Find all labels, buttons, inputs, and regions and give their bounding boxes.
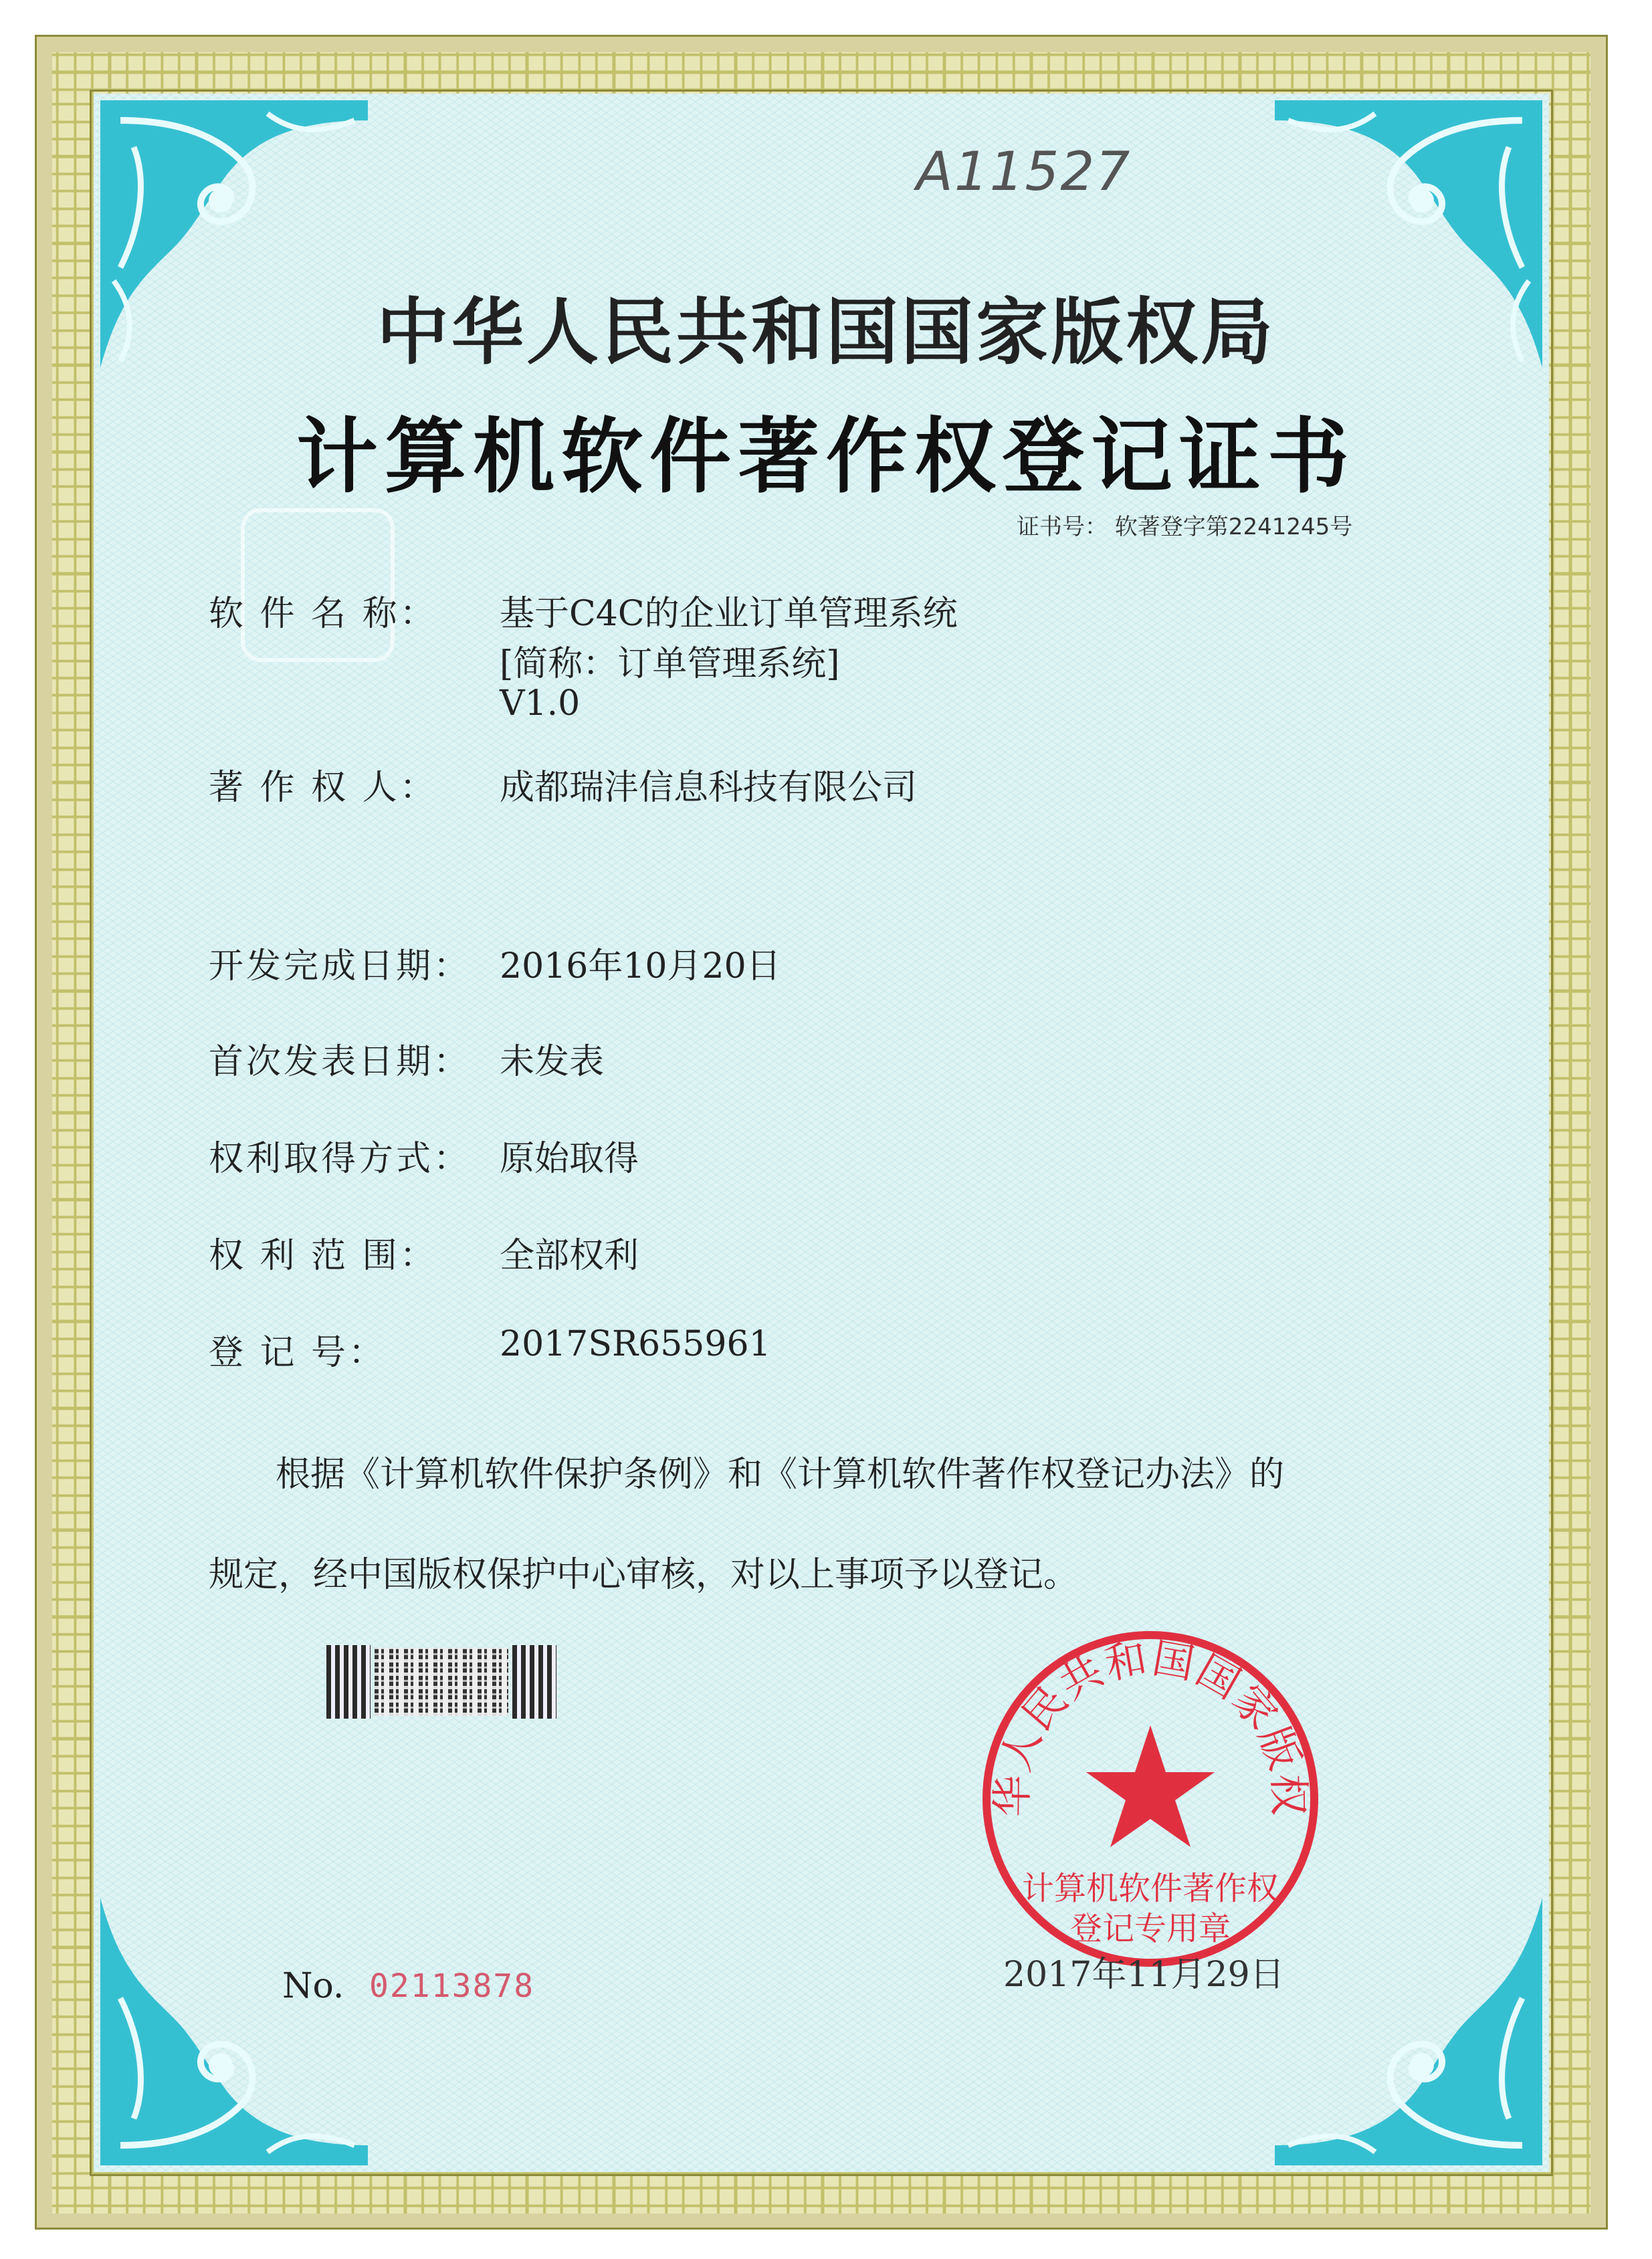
issuing-authority: 中华人民共和国国家版权局 xyxy=(376,291,1275,374)
handwritten-note: A11527 xyxy=(916,140,1132,203)
reg-value: 2017SR655961 xyxy=(500,1324,771,1364)
pub-date-row xyxy=(209,1033,605,1083)
issue-date: 2017年11月29日 xyxy=(1003,1955,1285,1995)
owner-label: 著 作 权 人： xyxy=(209,768,437,808)
software-short-name-row xyxy=(209,635,840,684)
dev-date-row xyxy=(209,938,781,988)
serial-number: 02113878 xyxy=(369,1967,535,2005)
pub-date-label: 首次发表日期： xyxy=(209,1042,472,1082)
software-version-row xyxy=(209,683,581,724)
scope-value: 全部权利 xyxy=(500,1236,639,1276)
dev-date-value: 2016年10月20日 xyxy=(500,946,781,986)
owner-value: 成都瑞沣信息科技有限公司 xyxy=(500,768,918,808)
barcode-matrix-overlay xyxy=(375,1648,508,1716)
official-stamp xyxy=(976,1625,1324,1973)
pub-date-value: 未发表 xyxy=(500,1042,605,1082)
software-short-name: [简称：订单管理系统] xyxy=(500,644,840,684)
dev-date-label: 开发完成日期： xyxy=(209,946,472,986)
owner-row xyxy=(209,759,918,809)
acquire-value: 原始取得 xyxy=(500,1139,639,1179)
barcode-right-bars xyxy=(512,1645,556,1719)
scope-label: 权 利 范 围： xyxy=(209,1236,437,1276)
acquire-row xyxy=(209,1130,639,1180)
certificate-number: 证书号： 软著登字第2241245号 xyxy=(1017,514,1353,540)
certificate-title: 计算机软件著作权登记证书 xyxy=(296,408,1356,504)
corner-ornament-bottom-left xyxy=(94,1891,375,2172)
statement-line-2: 规定，经中国版权保护中心审核，对以上事项予以登记。 xyxy=(209,1555,1079,1595)
statement-line-1: 根据《计算机软件保护条例》和《计算机软件著作权登记办法》的 xyxy=(276,1455,1285,1495)
stamp-center-line-2: 登记专用章 xyxy=(1069,1910,1231,1947)
software-name-value: 基于C4C的企业订单管理系统 xyxy=(500,594,958,634)
stamp-ring-text: 华人民共和国国家版权 xyxy=(987,1633,1314,1818)
scope-row xyxy=(209,1227,639,1277)
acquire-label: 权利取得方式： xyxy=(209,1139,472,1179)
barcode-left-bars xyxy=(326,1645,371,1719)
star-icon xyxy=(1086,1725,1215,1847)
stamp-center-line-1: 计算机软件著作权 xyxy=(1021,1870,1279,1907)
software-name-row xyxy=(209,585,958,635)
reg-row xyxy=(209,1324,771,1374)
reg-label: 登 记 号： xyxy=(209,1333,387,1373)
software-name-label: 软 件 名 称： xyxy=(209,594,437,634)
software-version: V1.0 xyxy=(500,683,581,724)
serial-label: No. xyxy=(282,1966,344,2006)
